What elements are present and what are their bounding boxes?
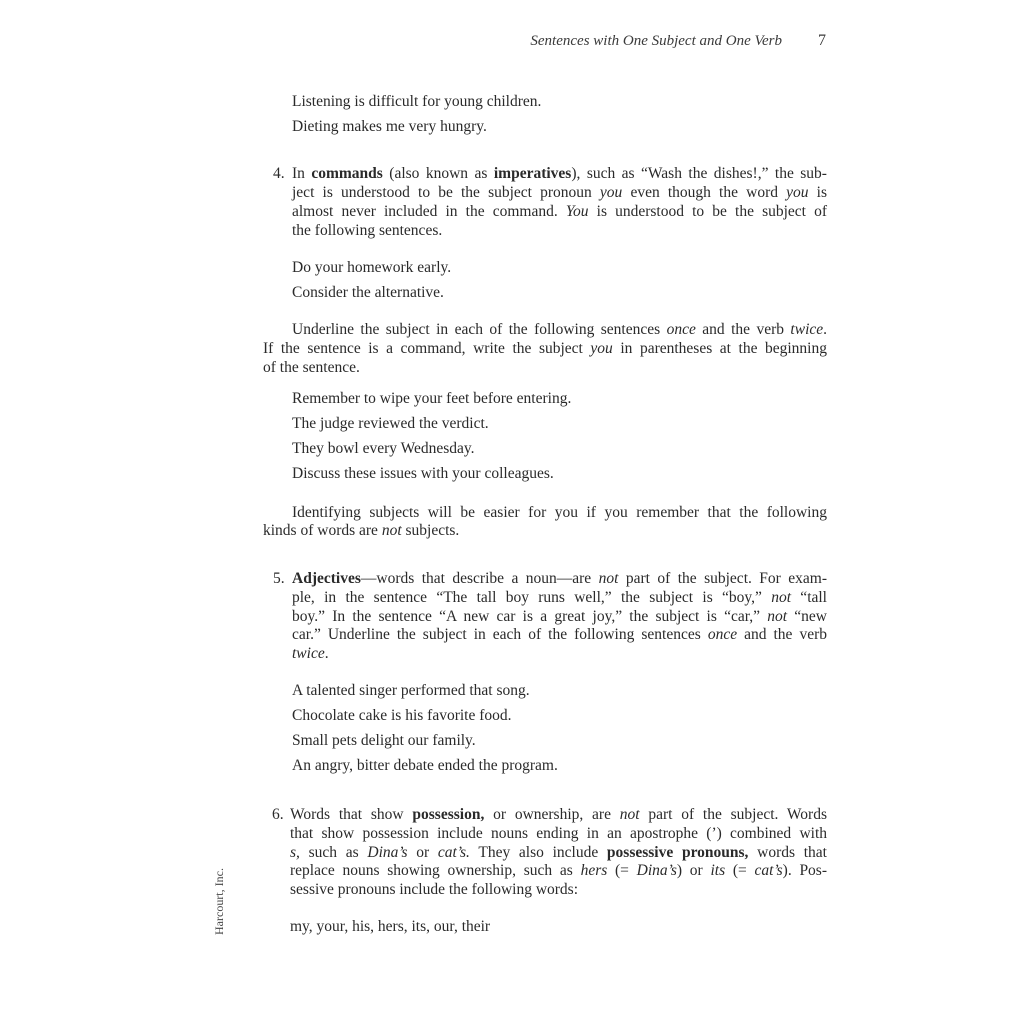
paragraph-line [292, 164, 827, 183]
text-run: subjects. [401, 522, 460, 539]
item-number: 4. [273, 165, 285, 182]
italic-term: cat’s [754, 862, 783, 879]
text-run: or [407, 844, 438, 861]
text-run: kinds of words are [263, 522, 382, 539]
text-run: and the verb [695, 321, 791, 338]
text-run: boy.” In the sentence “A new car is a great joy,” the subject is “car,” [292, 608, 768, 625]
text-run: words that [748, 844, 827, 861]
bold-term: possession, [412, 806, 485, 823]
italic-term: not [598, 570, 619, 587]
text-run: even though the word [622, 184, 787, 201]
italic-term: twice [790, 321, 824, 338]
text-run: . [324, 645, 329, 662]
paragraph-line [290, 824, 827, 843]
italic-term: once [666, 321, 696, 338]
text-run: car.” Underline the subject in each of the following sentences [292, 626, 708, 643]
exercise-sentence: A talented singer performed that song. [292, 682, 530, 699]
paragraph-line [292, 320, 827, 339]
italic-term: You [565, 203, 589, 220]
text-run: ). Pos- [782, 862, 828, 879]
text-run: (= [725, 862, 755, 879]
text-run: replace nouns showing ownership, such as [290, 862, 581, 879]
paragraph-line [292, 625, 827, 644]
bold-term: possessive pronouns, [606, 844, 749, 861]
text-run: is [808, 184, 828, 201]
italic-term: Dina’s [367, 844, 408, 861]
bold-term: imperatives [493, 165, 572, 182]
text-run: ple, in the sentence “The tall boy runs well,” the subject is “boy,” [292, 589, 772, 606]
text-run: ) or [676, 862, 711, 879]
text-run: of the sentence. [263, 359, 360, 376]
item-number: 5. [273, 570, 285, 587]
italic-term: twice [292, 645, 325, 662]
exercise-sentence: Chocolate cake is his favorite food. [292, 707, 512, 724]
paragraph-line [290, 880, 578, 899]
italic-term: not [619, 806, 640, 823]
example-sentence: Consider the alternative. [292, 284, 444, 301]
text-run: ), such as “Wash the dishes!,” the sub- [571, 165, 827, 182]
text-run: Identifying subjects will be easier for you if you remember that the following [292, 504, 827, 521]
example-sentence: Do your homework early. [292, 259, 452, 276]
exercise-sentence: Discuss these issues with your colleagues. [292, 465, 554, 482]
italic-term: once [707, 626, 738, 643]
text-run: and the verb [737, 626, 827, 643]
possessive-pronoun-list: my, your, his, hers, its, our, their [290, 918, 491, 935]
italic-term: cat’s. [437, 844, 470, 861]
publisher-credit: Harcourt, Inc. [212, 868, 226, 935]
text-run: If the sentence is a command, write the subject [263, 340, 591, 357]
paragraph-line [292, 503, 827, 522]
text-run: sessive pronouns include the following words: [290, 881, 579, 898]
italic-term: you [786, 184, 809, 201]
italic-term: hers [580, 862, 608, 879]
paragraph-line [292, 202, 827, 221]
text-run: that show possession include nouns ending in an apostrophe (’) combined with [290, 825, 827, 842]
italic-term: s, [290, 844, 300, 861]
paragraph-line [292, 607, 827, 626]
exercise-sentence: The judge reviewed the verdict. [292, 415, 489, 432]
text-run: is understood to be the subject of [588, 203, 828, 220]
text-run: Underline the subject in each of the following sentences [292, 321, 667, 338]
text-run: Words that show [290, 806, 413, 823]
exercise-sentence: They bowl every Wednesday. [292, 440, 475, 457]
text-run: (= [607, 862, 637, 879]
italic-term: you [599, 184, 623, 201]
text-run: “tall [791, 589, 827, 606]
paragraph-line [292, 644, 329, 663]
running-header-title: Sentences with One Subject and One Verb [530, 33, 782, 49]
italic-term: its [710, 862, 726, 879]
example-sentence: Dieting makes me very hungry. [292, 118, 487, 135]
text-run: They also include [469, 844, 607, 861]
text-run: part of the subject. Words [639, 806, 827, 823]
exercise-sentence: Small pets delight our family. [292, 732, 476, 749]
text-run: such as [299, 844, 368, 861]
text-run: . [823, 321, 828, 338]
text-run: ject is understood to be the subject pronoun [292, 184, 600, 201]
example-sentence: Listening is difficult for young children. [292, 93, 542, 110]
exercise-sentence: An angry, bitter debate ended the program. [292, 757, 558, 774]
paragraph-line [292, 183, 827, 202]
exercise-sentence: Remember to wipe your feet before entering. [292, 390, 572, 407]
italic-term: not [771, 589, 792, 606]
italic-term: Dina’s [636, 862, 677, 879]
italic-term: not [767, 608, 788, 625]
paragraph-line [263, 358, 360, 377]
text-run: almost never included in the command. [292, 203, 566, 220]
text-run: part of the subject. For exam- [618, 570, 827, 587]
text-run: or ownership, are [484, 806, 620, 823]
paragraph-line [292, 588, 827, 607]
bold-term: Adjectives [292, 570, 361, 587]
paragraph-line [292, 569, 827, 588]
italic-term: you [590, 340, 613, 357]
text-run: the following sentences. [292, 222, 443, 239]
paragraph-line [263, 339, 827, 358]
paragraph-line [292, 221, 442, 240]
text-run: In [292, 165, 312, 182]
paragraph-line [290, 861, 827, 880]
italic-term: not [381, 522, 402, 539]
text-run: —words that describe a noun—are [360, 570, 599, 587]
paragraph-line [290, 805, 827, 824]
page-number: 7 [818, 32, 826, 49]
text-run: “new [787, 608, 827, 625]
bold-term: commands [311, 165, 383, 182]
item-number: 6. [272, 806, 284, 823]
text-run: in parentheses at the beginning [612, 340, 827, 357]
paragraph-line [263, 521, 459, 540]
text-run: (also known as [382, 165, 494, 182]
paragraph-line [290, 843, 827, 862]
